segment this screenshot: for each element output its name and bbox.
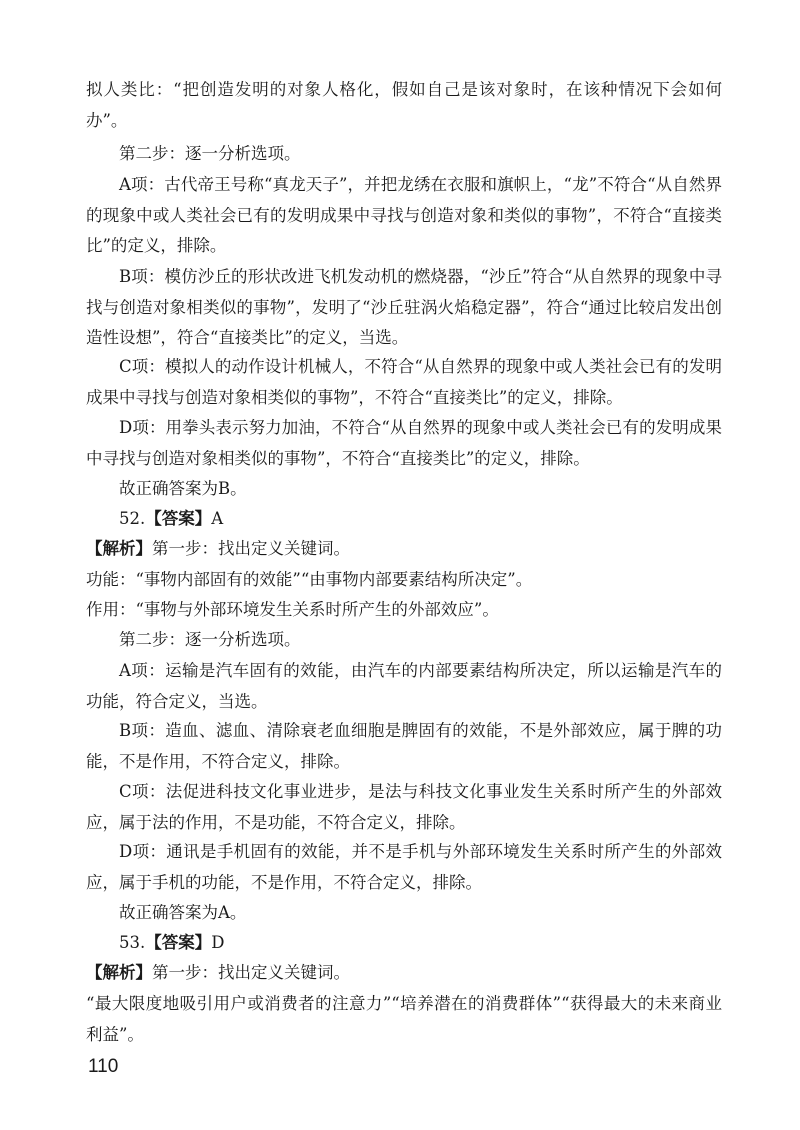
paragraph: 故正确答案为B。 bbox=[119, 479, 247, 498]
analysis-label: 【解析】 bbox=[86, 539, 152, 558]
question-number: 52. bbox=[119, 509, 146, 528]
paragraph: 第二步：逐一分析选项。 bbox=[119, 144, 301, 163]
paragraph: 拟人类比：“把创造发明的对象人格化，假如自己是该对象时，在该种情况下会如何办”。 bbox=[86, 80, 722, 130]
paragraph: 功能：“事物内部固有的效能”“由事物内部要素结构所决定”。 bbox=[86, 570, 533, 589]
analysis-text: 第一步：找出定义关键词。 bbox=[152, 539, 350, 558]
answer-line bbox=[86, 504, 722, 535]
paragraph: C项：法促进科技文化事业进步，是法与科技文化事业发生关系时所产生的外部效应，属于法的作用，不是功能，不符合定义，排除。 bbox=[86, 782, 722, 832]
paragraph: 第二步：逐一分析选项。 bbox=[119, 630, 301, 649]
answer-value: D bbox=[211, 933, 225, 952]
answer-label: 【答案】 bbox=[145, 509, 212, 528]
answer-value: A bbox=[211, 509, 224, 528]
paragraph: D项：通讯是手机固有的效能，并不是手机与外部环境发生关系时所产生的外部效应，属于手机的功能，不是作用，不符合定义，排除。 bbox=[86, 842, 722, 892]
answer-line bbox=[86, 928, 722, 959]
question-number: 53. bbox=[119, 933, 146, 952]
paragraph: C项：模拟人的动作设计机械人，不符合“从自然界的现象中或人类社会已有的发明成果中寻找与创造对象相类似的事物”，不符合“直接类比”的定义，排除。 bbox=[86, 357, 722, 407]
paragraph: B项：造血、滤血、清除衰老血细胞是脾固有的效能，不是外部效应，属于脾的功能，不是作用，不符合定义，排除。 bbox=[86, 721, 722, 771]
paragraph: D项：用拳头表示努力加油，不符合“从自然界的现象中或人类社会已有的发明成果中寻找与创造对象相类似的事物”，不符合“直接类比”的定义，排除。 bbox=[86, 418, 722, 468]
paragraph: B项：模仿沙丘的形状改进飞机发动机的燃烧器，“沙丘”符合“从自然界的现象中寻找与创造对象相类似的事物”，发明了“沙丘驻涡火焰稳定器”，符合“通过比较启发出创造性设想”，符合“直接类比”的定义，当选。 bbox=[86, 267, 722, 347]
analysis-line bbox=[86, 534, 722, 565]
paragraph: A项：古代帝王号称“真龙天子”，并把龙绣在衣服和旗帜上，“龙”不符合“从自然界的现象中或人类社会已有的发明成果中寻找与创造对象和类似的事物”，不符合“直接类比”的定义，排除。 bbox=[86, 175, 722, 255]
page-number: 110 bbox=[88, 1056, 119, 1077]
analysis-line bbox=[86, 958, 722, 989]
paragraph: “最大限度地吸引用户或消费者的注意力”“培养潜在的消费群体”“获得最大的未来商业利益”。 bbox=[86, 994, 722, 1044]
analysis-label: 【解析】 bbox=[86, 963, 152, 982]
paragraph: 作用：“事物与外部环境发生关系时所产生的外部效应”。 bbox=[86, 600, 499, 619]
paragraph: A项：运输是汽车固有的效能，由汽车的内部要素结构所决定，所以运输是汽车的功能，符合定义，当选。 bbox=[86, 661, 722, 711]
analysis-text: 第一步：找出定义关键词。 bbox=[152, 963, 350, 982]
paragraph: 故正确答案为A。 bbox=[119, 903, 247, 922]
answer-label: 【答案】 bbox=[145, 933, 212, 952]
